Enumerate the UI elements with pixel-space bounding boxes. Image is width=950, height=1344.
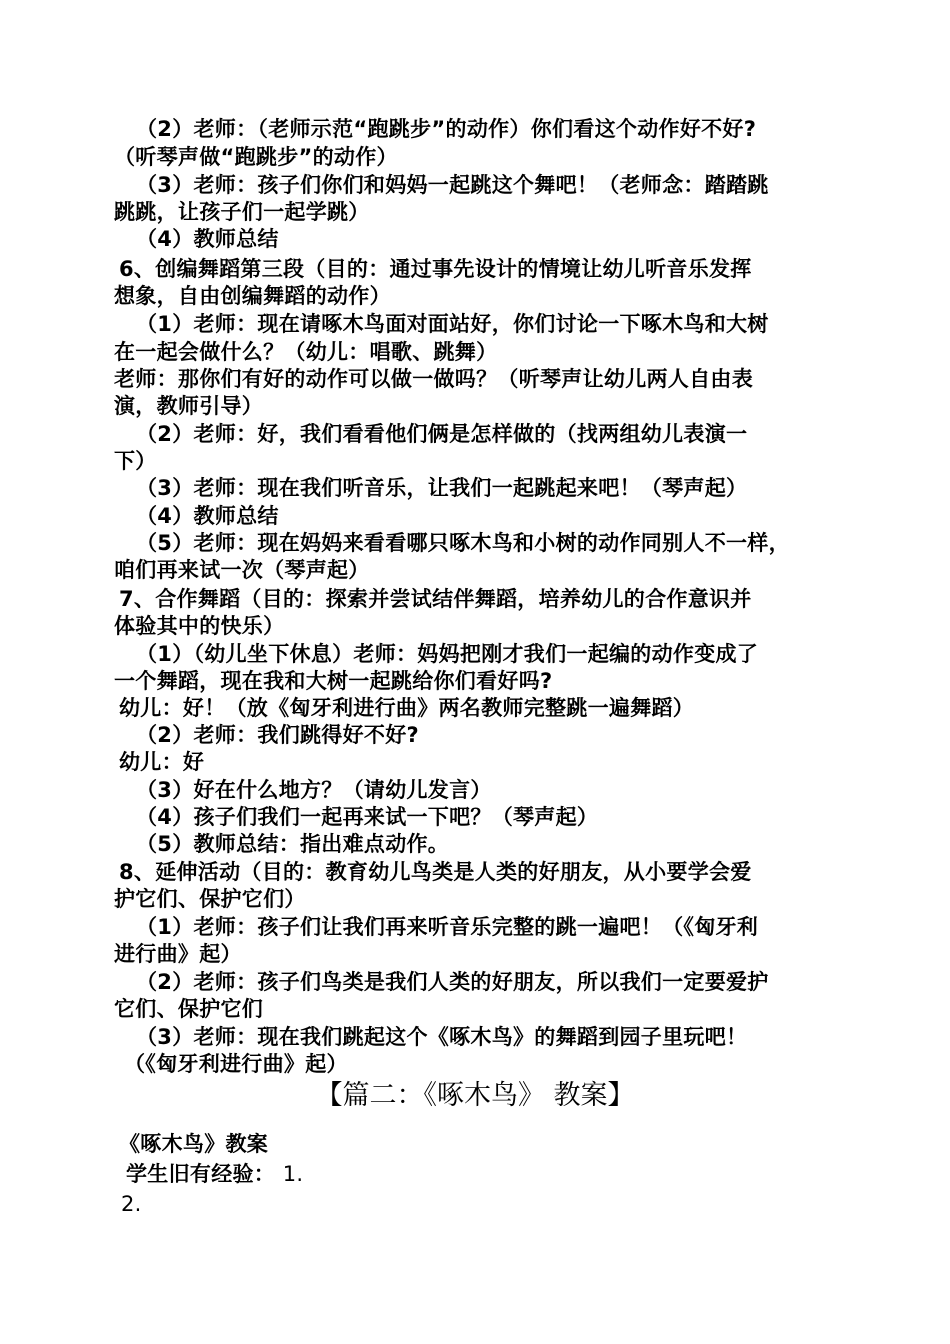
text-line: 护它们、保护它们） — [114, 887, 306, 911]
text-line: （1）老师：现在请啄木鸟面对面站好，你们讨论一下啄木鸟和大树 — [136, 312, 769, 336]
text-line: （4）教师总结 — [136, 227, 279, 251]
text-line: （2）老师：（老师示范“跑跳步”的动作）你们看这个动作好不好? — [136, 117, 757, 141]
experience-label: 学生旧有经验： — [126, 1162, 276, 1186]
text-line: 体验其中的快乐） — [114, 614, 285, 638]
text-line: 幼儿：好 — [119, 750, 205, 774]
text-line: 在一起会做什么？（幼儿：唱歌、跳舞） — [114, 340, 498, 364]
text-line: （3）老师：现在我们跳起这个《啄木鸟》的舞蹈到园子里玩吧！ — [136, 1025, 748, 1049]
text-line: 一个舞蹈，现在我和大树一起跳给你们看好吗? — [114, 669, 553, 693]
text-line: （《匈牙利进行曲》起） — [124, 1052, 348, 1076]
text-line: （3）好在什么地方？（请幼儿发言） — [136, 778, 492, 802]
text-line: 8、延伸活动（目的：教育幼儿鸟类是人类的好朋友，从小要学会爱 — [119, 860, 752, 884]
text-line: （1）（幼儿坐下休息）老师：妈妈把刚才我们一起编的动作变成了 — [136, 642, 759, 666]
experience-line — [126, 1160, 303, 1188]
text-line: 老师：那你们有好的动作可以做一做吗？（听琴声让幼儿两人自由表 — [114, 367, 753, 391]
text-line: 6、创编舞蹈第三段（目的：通过事先设计的情境让幼儿听音乐发挥 — [119, 257, 752, 281]
text-line: 下） — [114, 449, 157, 473]
text-line: 跳跳，让孩子们一起学跳） — [114, 200, 370, 224]
text-line: 咱们再来试一次（琴声起） — [114, 558, 370, 582]
text-line: 进行曲》起） — [114, 942, 242, 966]
text-line: （2）老师：我们跳得好不好? — [136, 723, 419, 747]
text-line: （3）老师：孩子们你们和妈妈一起跳这个舞吧！（老师念：踏踏跳 — [136, 173, 769, 197]
experience-item: 2. — [121, 1192, 142, 1216]
text-line: 它们、保护它们 — [114, 997, 264, 1021]
text-line: 想象，自由创编舞蹈的动作） — [114, 284, 391, 308]
text-line: 7、合作舞蹈（目的：探索并尝试结伴舞蹈，培养幼儿的合作意识并 — [119, 587, 752, 611]
text-line: （5）教师总结：指出难点动作。 — [136, 832, 450, 856]
text-line: 演，教师引导） — [114, 394, 264, 418]
experience-item: 1. — [282, 1162, 304, 1186]
text-line: （4）教师总结 — [136, 504, 279, 528]
text-line: （2）老师：孩子们鸟类是我们人类的好朋友，所以我们一定要爱护 — [136, 970, 769, 994]
text-line: （3）老师：现在我们听音乐，让我们一起跳起来吧！（琴声起） — [136, 476, 748, 500]
lesson-title: 《啄木鸟》教案 — [119, 1132, 269, 1156]
text-line: （1）老师：孩子们让我们再来听音乐完整的跳一遍吧！（《匈牙利 — [136, 915, 759, 939]
text-line: （听琴声做“跑跳步”的动作） — [114, 145, 398, 169]
text-line: （2）老师：好，我们看看他们俩是怎样做的（找两组幼儿表演一 — [136, 422, 748, 446]
section-heading: 【篇二：《啄木鸟》 教案】 — [315, 1080, 635, 1111]
text-line: （4）孩子们我们一起再来试一下吧？（琴声起） — [136, 805, 599, 829]
text-line: 幼儿：好！（放《匈牙利进行曲》两名教师完整跳一遍舞蹈） — [119, 696, 695, 720]
text-line: （5）老师：现在妈妈来看看哪只啄木鸟和小树的动作同别人不一样， — [136, 531, 790, 555]
